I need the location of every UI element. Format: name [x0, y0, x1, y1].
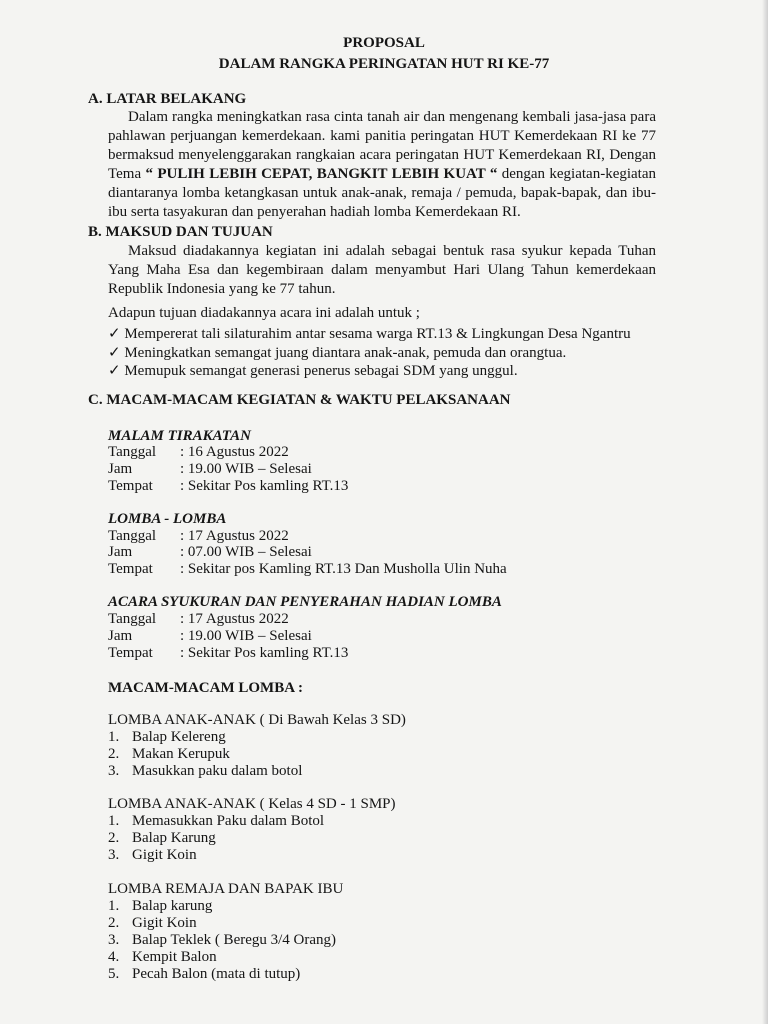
label: Jam [108, 628, 133, 644]
item-label: Masukkan paku dalam botol [132, 763, 303, 779]
list-item [108, 763, 302, 780]
item-number: 4. [108, 949, 120, 965]
lomba-heading: MACAM-MACAM LOMBA : [108, 680, 303, 696]
item-number: 3. [108, 932, 120, 948]
event-time-row [108, 628, 312, 645]
list-item [108, 830, 216, 847]
list-item [108, 966, 300, 983]
event-place-row [108, 561, 507, 578]
item-label: Balap Karung [132, 830, 216, 846]
list-item [108, 847, 197, 864]
item-number: 2. [108, 915, 120, 931]
section-b-paragraph: Maksud diadakannya kegiatan ini adalah sebagai bentuk rasa syukur kepada Tuhan Yang Maha Esa dan kegembiraan dalam menyambut Hari Ulang Tahun kemerdekaan Republik Indonesia yang ke 77 tahun. [108, 243, 656, 297]
value: : Sekitar pos Kamling RT.13 Dan Musholla Ulin Nuha [180, 561, 507, 577]
label: Tanggal [108, 528, 157, 544]
value: : 19.00 WIB – Selesai [180, 628, 312, 644]
list-item [108, 932, 336, 949]
list-item [108, 746, 230, 763]
item-label: Pecah Balon (mata di tutup) [132, 966, 301, 982]
list-item [108, 949, 217, 966]
item-number: 1. [108, 813, 120, 829]
label: Jam [108, 544, 133, 560]
list-item [108, 915, 197, 932]
event-date-row [108, 444, 289, 461]
item-label: Gigit Koin [132, 847, 197, 863]
item-number: 3. [108, 847, 120, 863]
event-place-row [108, 478, 348, 495]
lomba-group-title: LOMBA ANAK-ANAK ( Di Bawah Kelas 3 SD) [108, 712, 406, 728]
section-b-heading: B. MAKSUD DAN TUJUAN [88, 224, 273, 240]
item-number: 1. [108, 729, 120, 745]
value: : 07.00 WIB – Selesai [180, 544, 312, 560]
page-edge-shadow [762, 0, 768, 1024]
goal-item: ✓ Mempererat tali silaturahim antar sesama warga RT.13 & Lingkungan Desa Ngantru [108, 326, 631, 342]
section-a-heading: A. LATAR BELAKANG [88, 91, 247, 107]
doc-title: PROPOSAL [343, 35, 425, 51]
section-a-text-1: Dalam rangka meningkatkan rasa cinta tanah air dan mengenang kembali jasa-jasa para pahlawan perjuangan kemerdekaan. kami panitia peringatan HUT Kemerdekaan RI ke 77 bermaksud menyelenggarakan rangkaian acara peringatan HUT Kemerdekaan RI, Dengan Tema [108, 109, 656, 182]
goals-intro: Adapun tujuan diadakannya acara ini adalah untuk ; [108, 305, 420, 321]
item-label: Balap Teklek ( Beregu 3/4 Orang) [132, 932, 337, 948]
item-label: Memasukkan Paku dalam Botol [132, 813, 325, 829]
label: Tempat [108, 561, 153, 577]
goal-item: ✓ Meningkatkan semangat juang diantara anak-anak, pemuda dan orangtua. [108, 345, 567, 361]
doc-subtitle: DALAM RANGKA PERINGATAN HUT RI KE-77 [218, 56, 550, 72]
event-name: ACARA SYUKURAN DAN PENYERAHAN HADIAN LOMBA [108, 594, 502, 610]
value: : 17 Agustus 2022 [180, 611, 289, 627]
event-date-row [108, 528, 289, 545]
lomba-group-title: LOMBA ANAK-ANAK ( Kelas 4 SD - 1 SMP) [108, 796, 396, 812]
lomba-group-title: LOMBA REMAJA DAN BAPAK IBU [108, 881, 344, 897]
list-item [108, 729, 226, 746]
label: Tanggal [108, 444, 157, 460]
item-number: 2. [108, 746, 120, 762]
event-time-row [108, 544, 312, 561]
item-label: Gigit Koin [132, 915, 197, 931]
event-date-row [108, 611, 289, 628]
label: Tempat [108, 478, 153, 494]
item-label: Kempit Balon [132, 949, 217, 965]
event-name: MALAM TIRAKATAN [108, 428, 251, 444]
value: : 16 Agustus 2022 [180, 444, 289, 460]
item-number: 5. [108, 966, 120, 982]
label: Tempat [108, 645, 153, 661]
label: Jam [108, 461, 133, 477]
item-number: 3. [108, 763, 120, 779]
section-a-paragraph [108, 108, 656, 222]
list-item [108, 813, 324, 830]
event-time-row [108, 461, 312, 478]
value: : 17 Agustus 2022 [180, 528, 289, 544]
value: : Sekitar Pos kamling RT.13 [180, 645, 349, 661]
section-a-theme: “ PULIH LEBIH CEPAT, BANGKIT LEBIH KUAT “ [145, 166, 498, 182]
label: Tanggal [108, 611, 157, 627]
value: : Sekitar Pos kamling RT.13 [180, 478, 349, 494]
item-label: Balap karung [132, 898, 213, 914]
value: : 19.00 WIB – Selesai [180, 461, 312, 477]
item-label: Makan Kerupuk [132, 746, 230, 762]
item-label: Balap Kelereng [132, 729, 226, 745]
event-name: LOMBA - LOMBA [108, 511, 227, 527]
item-number: 2. [108, 830, 120, 846]
item-number: 1. [108, 898, 120, 914]
section-c-heading: C. MACAM-MACAM KEGIATAN & WAKTU PELAKSANAAN [88, 392, 511, 408]
list-item [108, 898, 212, 915]
goal-item: ✓ Memupuk semangat generasi penerus sebagai SDM yang unggul. [108, 363, 518, 379]
event-place-row [108, 645, 348, 662]
section-a-text-2: dengan kegiatan-kegiatan diantaranya lomba ketangkasan untuk anak-anak, remaja / pemuda, bapak-bapak, dan ibu-ibu serta tasyakuran dan penyerahan hadiah lomba Kemerdekaan RI. [108, 166, 657, 220]
